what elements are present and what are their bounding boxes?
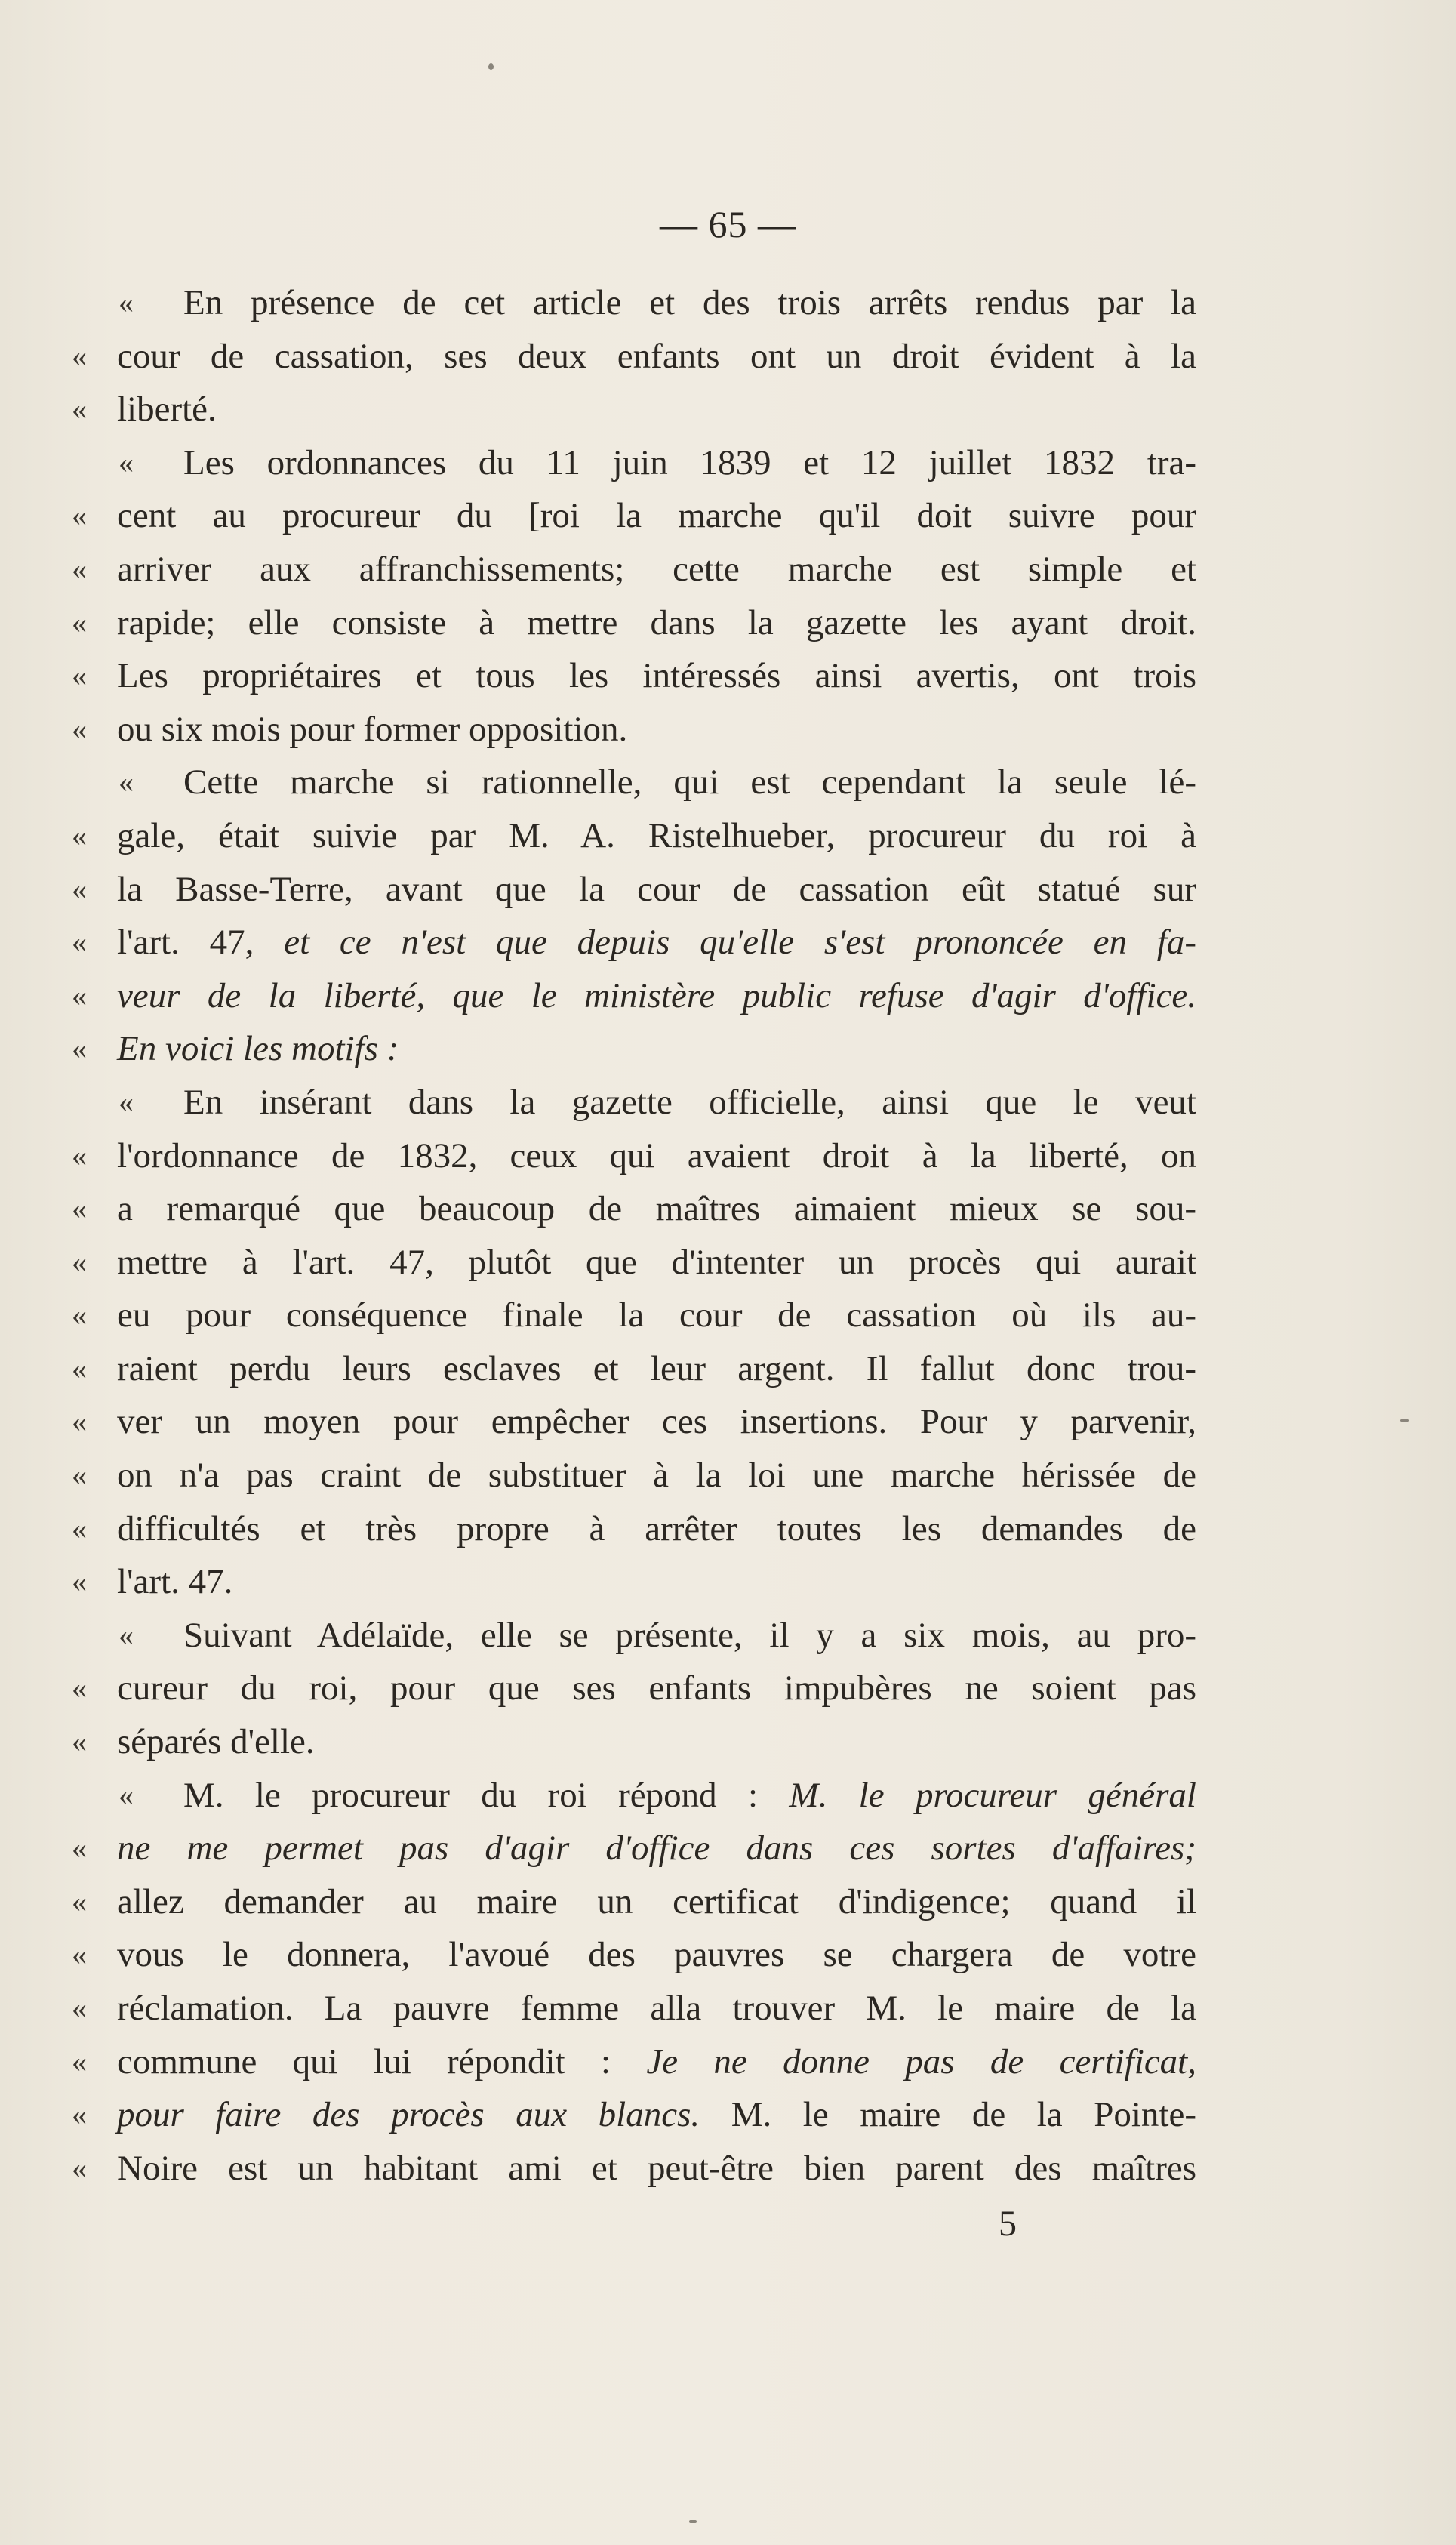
quote-mark: «	[72, 1191, 87, 1226]
line-text	[117, 1982, 1196, 2035]
roman-text: cureur du roi, pour que ses enfants impubères ne soient pas	[117, 1668, 1196, 1708]
line-text	[117, 2142, 1196, 2195]
roman-text: ver un moyen pour empêcher ces insertions. Pour y parvenir,	[117, 1402, 1196, 1442]
quote-mark: «	[72, 1831, 87, 1866]
line-text	[117, 596, 1196, 650]
quote-mark: «	[119, 765, 134, 800]
roman-text: eu pour conséquence finale la cour de cassation où ils au-	[117, 1296, 1196, 1336]
line-text	[117, 1715, 1196, 1769]
text-line	[72, 1982, 1196, 2035]
line-text	[117, 863, 1196, 917]
roman-text: commune qui lui répondit :	[117, 2041, 647, 2081]
roman-text: la Basse-Terre, avant que la cour de cassation eût statué sur	[117, 869, 1196, 909]
quote-mark: «	[119, 1084, 134, 1119]
roman-text: M. le maire de la Pointe-	[700, 2095, 1196, 2135]
line-text	[183, 756, 1196, 809]
line-text	[117, 2088, 1196, 2142]
quote-mark: «	[72, 392, 87, 427]
roman-text: Suivant Adélaïde, elle se présente, il y a six mois, au pro-	[183, 1615, 1196, 1655]
line-text	[117, 1289, 1196, 1342]
line-text	[183, 1609, 1196, 1662]
text-line	[72, 276, 1196, 330]
line-text	[117, 1928, 1196, 1982]
roman-text: raient perdu leurs esclaves et leur argent. Il fallut donc trou-	[117, 1348, 1196, 1388]
italic-text: Je ne donne pas de certificat,	[646, 2041, 1196, 2081]
quote-mark: «	[72, 1031, 87, 1066]
roman-text: gale, était suivie par M. A. Ristelhueber, procureur du roi à	[117, 815, 1196, 855]
line-text	[117, 1022, 1196, 1076]
roman-text: l'art. 47.	[117, 1562, 233, 1602]
quote-mark: «	[72, 1138, 87, 1172]
quote-mark: «	[119, 285, 134, 319]
signature-mark: 5	[999, 2204, 1017, 2244]
quote-mark: «	[72, 711, 87, 746]
text-line	[72, 1395, 1196, 1449]
text-line	[72, 1555, 1196, 1609]
line-text	[117, 330, 1196, 384]
text-line	[72, 756, 1196, 809]
text-line	[72, 436, 1196, 490]
roman-text: Noire est un habitant ami et peut-être bien parent des maîtres	[117, 2148, 1196, 2188]
line-text	[183, 1076, 1196, 1129]
quote-mark: «	[119, 1617, 134, 1652]
roman-text: Les propriétaires et tous les intéressés ainsi avertis, ont trois	[117, 656, 1196, 696]
text-line	[72, 863, 1196, 917]
text-line	[72, 1662, 1196, 1715]
roman-text: l'art. 47,	[117, 923, 285, 963]
roman-text: réclamation. La pauvre femme alla trouver M. le maire de la	[117, 1989, 1196, 2028]
text-line	[72, 1502, 1196, 1556]
italic-text: veur de la liberté, que le ministère public refuse d'agir d'office.	[117, 975, 1196, 1015]
italic-text: M. le procureur général	[789, 1775, 1196, 1815]
roman-text: vous le donnera, l'avoué des pauvres se chargera de votre	[117, 1935, 1196, 1975]
line-text	[117, 1875, 1196, 1929]
line-text	[117, 1449, 1196, 1502]
line-text	[117, 543, 1196, 596]
quote-mark: «	[72, 818, 87, 852]
quote-mark: «	[72, 605, 87, 639]
roman-text: difficultés et très propre à arrêter toutes les demandes de	[117, 1508, 1196, 1548]
line-text	[117, 1822, 1196, 1875]
line-text	[183, 276, 1196, 330]
quote-mark: «	[119, 445, 134, 479]
italic-text: En voici les motifs :	[117, 1029, 399, 1069]
quote-mark: «	[72, 338, 87, 373]
text-line	[72, 1342, 1196, 1396]
line-text	[117, 2035, 1196, 2089]
quote-mark: «	[72, 1404, 87, 1439]
line-text	[117, 1395, 1196, 1449]
quote-mark: «	[72, 658, 87, 693]
line-text	[117, 1182, 1196, 1236]
page-number: — 65 —	[660, 203, 796, 245]
quote-mark: «	[72, 1458, 87, 1493]
roman-text: M. le procureur du roi répond :	[183, 1775, 790, 1815]
text-line	[72, 596, 1196, 650]
quote-mark: «	[72, 1937, 87, 1972]
quote-mark: «	[72, 1884, 87, 1918]
text-line	[72, 2035, 1196, 2089]
roman-text: séparés d'elle.	[117, 1722, 315, 1762]
roman-text: cour de cassation, ses deux enfants ont un droit évident à la	[117, 336, 1196, 376]
text-line	[72, 1928, 1196, 1982]
quote-mark: «	[72, 1298, 87, 1333]
quote-mark: «	[72, 551, 87, 586]
quote-mark: «	[72, 1244, 87, 1279]
text-line	[72, 1715, 1196, 1769]
text-line	[72, 1822, 1196, 1875]
roman-text: mettre à l'art. 47, plutôt que d'intenter un procès qui aurait	[117, 1242, 1196, 1282]
roman-text: l'ordonnance de 1832, ceux qui avaient droit à la liberté, on	[117, 1135, 1196, 1175]
text-line	[72, 916, 1196, 969]
text-line	[72, 383, 1196, 436]
roman-text: allez demander au maire un certificat d'indigence; quand il	[117, 1881, 1196, 1921]
italic-text: et ce n'est que depuis qu'elle s'est prononcée en fa-	[284, 923, 1196, 963]
ink-speck	[689, 2520, 697, 2523]
quote-mark: «	[72, 871, 87, 906]
line-text	[183, 436, 1196, 490]
roman-text: cent au procureur du [roi la marche qu'il doit suivre pour	[117, 496, 1196, 536]
text-line	[72, 1182, 1196, 1236]
text-line	[72, 1609, 1196, 1662]
text-line	[72, 1875, 1196, 1929]
quote-mark: «	[72, 2044, 87, 2078]
line-text	[117, 1342, 1196, 1396]
line-text	[117, 489, 1196, 543]
quote-mark: «	[72, 1991, 87, 2025]
quote-mark: «	[72, 925, 87, 960]
line-text	[117, 703, 1196, 756]
text-line	[72, 1129, 1196, 1183]
text-line	[72, 489, 1196, 543]
roman-text: Cette marche si rationnelle, qui est cependant la seule lé-	[183, 763, 1196, 803]
text-line	[72, 969, 1196, 1023]
text-line	[72, 1289, 1196, 1342]
italic-text: ne me permet pas d'agir d'office dans ces sortes d'affaires;	[117, 1829, 1196, 1869]
quote-mark: «	[72, 978, 87, 1012]
quote-mark: «	[72, 1564, 87, 1599]
text-line	[72, 2142, 1196, 2195]
body-text	[72, 276, 1196, 2195]
text-line	[72, 1449, 1196, 1502]
line-text	[117, 1662, 1196, 1715]
quote-mark: «	[72, 1724, 87, 1759]
ink-speck	[488, 63, 494, 70]
line-text	[117, 916, 1196, 969]
line-text	[117, 383, 1196, 436]
quote-mark: «	[72, 1351, 87, 1385]
line-text	[117, 649, 1196, 703]
text-line	[72, 1022, 1196, 1076]
text-line	[72, 649, 1196, 703]
quote-mark: «	[72, 1511, 87, 1545]
line-text	[117, 1129, 1196, 1183]
roman-text: En présence de cet article et des trois arrêts rendus par la	[183, 283, 1196, 322]
text-line	[72, 703, 1196, 756]
text-line	[72, 809, 1196, 863]
quote-mark: «	[72, 498, 87, 533]
quote-mark: «	[72, 2150, 87, 2185]
roman-text: En insérant dans la gazette officielle, ainsi que le veut	[183, 1082, 1196, 1122]
roman-text: ou six mois pour former opposition.	[117, 709, 628, 749]
text-line	[72, 1076, 1196, 1129]
text-line	[72, 1769, 1196, 1822]
text-line	[72, 1236, 1196, 1289]
ink-speck	[1400, 1419, 1409, 1422]
roman-text: rapide; elle consiste à mettre dans la gazette les ayant droit.	[117, 602, 1196, 642]
roman-text: a remarqué que beaucoup de maîtres aimaient mieux se sou-	[117, 1189, 1196, 1229]
text-line	[72, 330, 1196, 384]
line-text	[117, 969, 1196, 1023]
italic-text: pour faire des procès aux blancs.	[117, 2095, 700, 2135]
line-text	[183, 1769, 1196, 1822]
text-line	[72, 543, 1196, 596]
line-text	[117, 1502, 1196, 1556]
quote-mark: «	[72, 2097, 87, 2132]
quote-mark: «	[119, 1777, 134, 1812]
roman-text: on n'a pas craint de substituer à la loi une marche hérissée de	[117, 1456, 1196, 1496]
text-line	[72, 2088, 1196, 2142]
roman-text: Les ordonnances du 11 juin 1839 et 12 juillet 1832 tra-	[183, 442, 1196, 482]
line-text	[117, 1555, 1196, 1609]
roman-text: arriver aux affranchissements; cette marche est simple et	[117, 549, 1196, 589]
line-text	[117, 809, 1196, 863]
line-text	[117, 1236, 1196, 1289]
roman-text: liberté.	[117, 390, 217, 430]
quote-mark: «	[72, 1671, 87, 1705]
